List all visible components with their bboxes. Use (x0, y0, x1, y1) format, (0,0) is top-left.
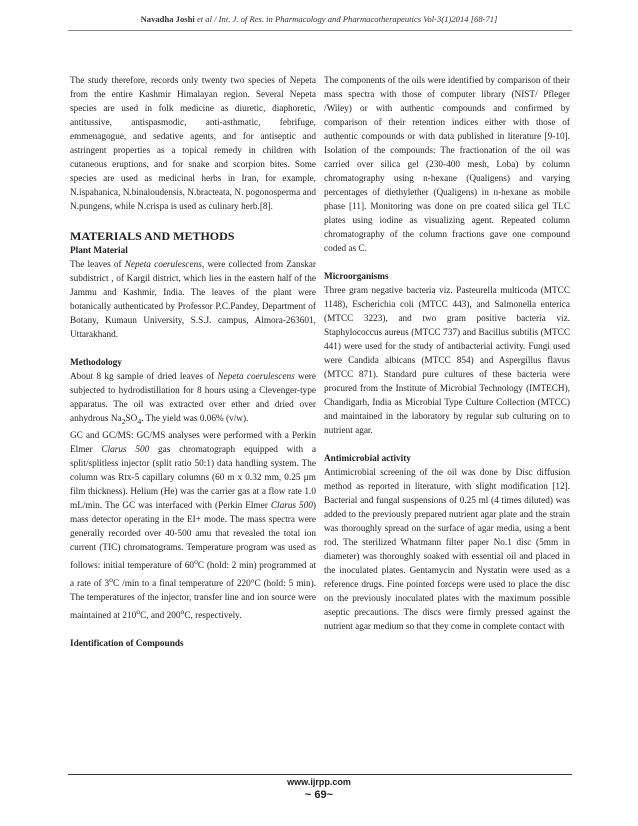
plant-material-paragraph: The leaves of Nepeta coerulescens, were collected from Zanskar subdistrict , of Kargil district, which lies in the eastern half of the Jammu and Kashmir, India. The leaves of the plant were botanically authenticated by Professor P.C.Pandey, Department of Botany, Kumaun University, S.S.J. campus, Almora-263601, Uttarakhand. (70, 260, 316, 340)
left-column (70, 74, 316, 651)
antimicrobial-paragraph: Antimicrobial screening of the oil was done by Disc diffusion method as reported in literature, with slight modification [12]. Bacterial and fungal suspensions of 0.25 ml (4 times diluted) was added to the previously prepared nutrient agar plate and the strain was thoroughly spread on the surface of agar media, using a bent rod. The sterilized Whatmann filter paper No.1 disc (5mm in diameter) was thoroughly soaked with essential oil and placed in the inoculated plates. Gentamycin and Nystatin were used as a reference drugs. Fine pointed forceps were used to place the disc on the previously inoculated plates with the maximum possible aseptic precautions. The discs were firmly pressed against the nutrient agar medium so that they come in complete contact with (324, 468, 570, 632)
intro-paragraph: The study therefore, records only twenty two species of Nepeta from the entire Kashmir Himalayan region. Several Nepeta species are used in folk medicine as diuretic, diaphoretic, antitussive, antispasmodic, anti-asthmatic, febrifuge, emmenagogue, and sedative agents, and for antiseptic and astringent properties as a topical remedy in children with cutaneous eruptions, and for snake and scorpion bites. Some species are used as medicinal herbs in Iran, for example, N.ispahanica, N.binaloudensis, N.bracteata, N. pogonosperma and N.pungens, while N.crispa is used as culinary herb.[8]. (70, 76, 316, 212)
methodology-heading: Methodology (70, 358, 122, 368)
identification-heading: Identification of Compounds (70, 639, 184, 650)
antimicrobial-heading: Antimicrobial activity (324, 454, 411, 464)
microorganisms-heading: Microorganisms (324, 272, 389, 282)
methodology-paragraph: About 8 kg sample of dried leaves of Nepeta coerulescens were subjected to hydrodistillation for 8 hours using a Clevenger-type apparatus. The oil was extracted over ether and dried over anhydrous $Na_2SO_4$. The yield was 0.06% (v/w). (70, 372, 316, 426)
journal-url[interactable]: www.ijrpp.com (287, 777, 351, 787)
page-number: ~ 69~ (304, 789, 334, 801)
components-paragraph: The components of the oils were identified by comparison of their mass spectra with those of computer library (NIST/ Pfleger /Wiley) or with authentic compounds and confirmed by comparison of their retention indices either with those of authentic compounds or with data published in literature [9-10]. Isolation of the compounds: The fractionation of the oil was carried over silica gel (230-400 mesh, Loba) by column chromatography using n-hexane (Qualigens) and varying percentages of diethylether (Qualigens) in n-hexane as mobile phase [11]. Monitoring was done on pre coated silica gel TLC plates using iodine as visualizing agent. Repeated column chromatography of the column fractions gave one compound coded as C. (324, 76, 570, 254)
plant-material-heading: Plant Material (70, 246, 128, 256)
running-header (0, 14, 638, 24)
gc-ms-paragraph: GC and GC/MS: GC/MS analyses were performed with a Perkin Elmer Clarus 500 gas chromatograph equipped with a split/splitless injector (split ratio 50:1) data handling system. The column was Rtx-5 capillary columns (60 m x 0.32 mm, 0.25 µm film thickness). Helium (He) was the carrier gas at a flow rate 1.0 mL/min. The GC was interfaced with (Perkin Elmer Clarus 500) mass detector operating in the EI+ mode. The mass spectra were generally recorded over 40-500 amu that revealed the total ion current (TIC) chromatograms. Temperature program was used as follows: initial temperature of 60$^o$C (hold: 2 min) programmed at a rate of 3$^o$C /min to a final temperature of 220°C (hold: 5 min). The temperatures of the injector, transfer line and ion source were maintained at 210$^o$C, and 200$^o$C, respectively. (70, 430, 316, 622)
header-citation: et al / Int. J. of Res. in Pharmacology and Pharmacotherapeutics Vol-3(1)2014 [68-71] (196, 14, 498, 24)
methods-heading: MATERIALS AND METHODS (70, 229, 235, 243)
page-footer (0, 777, 638, 801)
right-column (324, 74, 570, 634)
header-author: Navadha Joshi (140, 14, 195, 24)
microorganisms-paragraph: Three gram negative bacteria viz. Pasteurella multicoda (MTCC 1148), Escherichia coli (MTCC 443), and Salmonella enterica (MTCC 3223), and two gram positive bacteria viz. Staphylococcus aureus (MTCC 737) and Bacillus subtilis (MTCC 441) were used for the study of antibacterial activity. Fungi used were Candida albicans (MTCC 854) and Aspergillus flavus (MTCC 871). Standard pure cultures of these bacteria were procured from the Institute of Microbial Technology (IMTECH), Chandigarh, India as Microbial Type Culture Collection (MTCC) and maintained in the laboratory by regular sub culturing on to nutrient agar. (324, 286, 570, 436)
footer-rule (68, 774, 572, 775)
header-rule (68, 30, 572, 31)
